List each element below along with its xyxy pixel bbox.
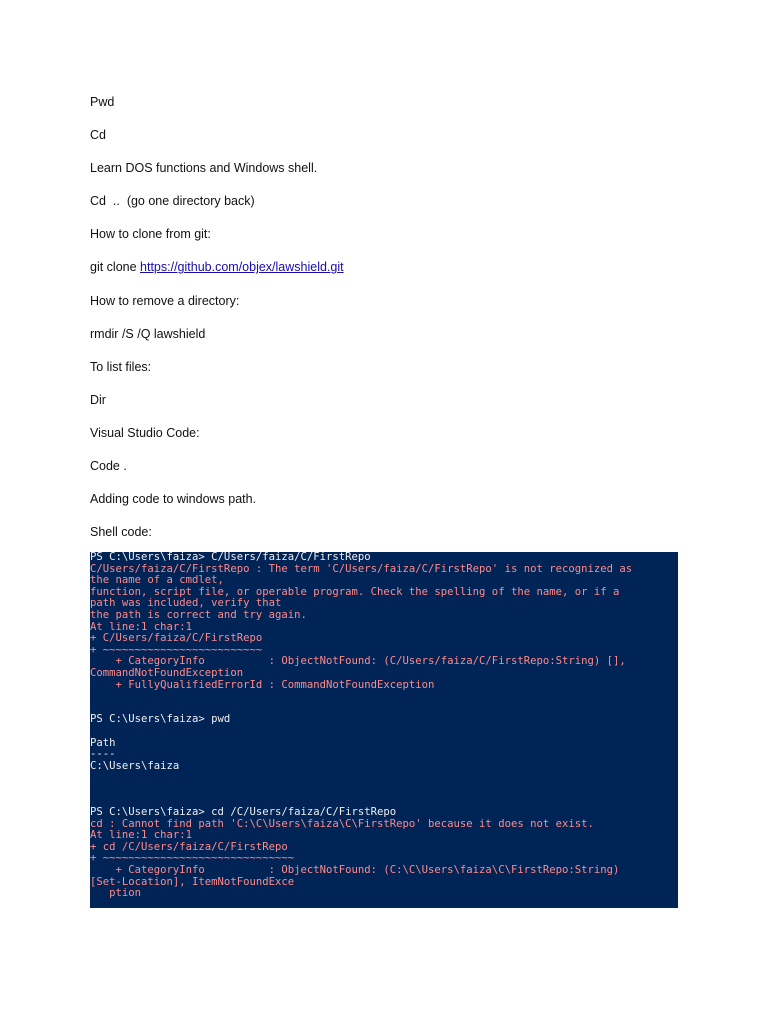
terminal-error-line: At line:1 char:1 — [90, 621, 193, 633]
note-text: Adding code to windows path. — [90, 492, 257, 507]
terminal-line — [90, 795, 678, 807]
terminal-error-line: the name of a cmdlet, — [90, 575, 224, 587]
terminal-line — [90, 691, 678, 703]
notes-list — [90, 94, 690, 557]
terminal-error-line: path was included, verify that — [90, 598, 282, 610]
terminal-line — [90, 726, 678, 738]
terminal-error-line: C/Users/faiza/C/FirstRepo : The term 'C/Users/faiza/C/FirstRepo' is not recognized as — [90, 563, 633, 575]
terminal-line — [90, 703, 678, 715]
note-line — [90, 193, 690, 213]
terminal-error-line: the path is correct and try again. — [90, 609, 307, 621]
terminal-line: ---- — [90, 749, 116, 761]
terminal-error-line: ption — [90, 888, 142, 900]
terminal-error-line: CommandNotFoundException — [90, 667, 244, 679]
note-line — [90, 524, 690, 544]
note-text: rmdir /S /Q lawshield — [90, 326, 206, 341]
note-text: git clone — [90, 260, 141, 275]
note-text: How to remove a directory: — [90, 293, 240, 308]
terminal-line: PS C:\Users\faiza> pwd — [90, 714, 231, 726]
terminal-error-line: [Set-Location], ItemNotFoundExce — [90, 876, 295, 888]
terminal-line — [90, 784, 678, 796]
terminal-error-line: + cd /C/Users/faiza/C/FirstRepo — [90, 841, 288, 853]
note-text: Shell code: — [90, 525, 152, 540]
note-line — [90, 425, 690, 445]
terminal-error-line: At line:1 char:1 — [90, 830, 193, 842]
note-line — [90, 359, 690, 379]
terminal-error-line: + CategoryInfo : ObjectNotFound: (C:\C\Users\faiza\C\FirstRepo:String) — [90, 865, 620, 877]
note-line — [90, 259, 690, 279]
note-text: Code . — [90, 459, 127, 474]
git-repo-link[interactable]: https://github.com/objex/lawshield.git — [140, 260, 344, 275]
terminal-error-line: + FullyQualifiedErrorId : CommandNotFoundException — [90, 679, 435, 691]
terminal-line: PS C:\Users\faiza> C/Users/faiza/C/FirstRepo — [90, 552, 371, 563]
powershell-screenshot — [90, 552, 678, 908]
note-line — [90, 293, 690, 313]
terminal-error-line: + ~~~~~~~~~~~~~~~~~~~~~~~~~~~~~~ — [90, 853, 295, 865]
note-text: How to clone from git: — [90, 227, 211, 242]
note-text: Pwd — [90, 95, 115, 109]
terminal-error-line: + CategoryInfo : ObjectNotFound: (C/Users/faiza/C/FirstRepo:String) [], — [90, 656, 626, 668]
note-text: Dir — [90, 392, 106, 407]
note-line — [90, 160, 690, 180]
note-line — [90, 127, 690, 147]
note-text: To list files: — [90, 359, 152, 374]
note-line — [90, 458, 690, 478]
terminal-error-line: function, script file, or operable program. Check the spelling of the name, or if a — [90, 586, 620, 598]
note-line — [90, 326, 690, 346]
note-line — [90, 226, 690, 246]
note-text: Cd — [90, 128, 106, 143]
terminal-line: C:\Users\faiza — [90, 760, 180, 772]
note-text: Learn DOS functions and Windows shell. — [90, 161, 318, 176]
terminal-error-line: + C/Users/faiza/C/FirstRepo — [90, 633, 263, 645]
note-line — [90, 392, 690, 412]
terminal-line: PS C:\Users\faiza> cd /C/Users/faiza/C/FirstRepo — [90, 807, 397, 819]
note-text: Cd .. (go one directory back) — [90, 194, 255, 209]
terminal-error-line: cd : Cannot find path 'C:\C\Users\faiza\C\FirstRepo' because it does not exist. — [90, 818, 594, 830]
note-line — [90, 491, 690, 511]
note-text: Visual Studio Code: — [90, 425, 200, 440]
terminal-line — [90, 772, 678, 784]
terminal-error-line: + ~~~~~~~~~~~~~~~~~~~~~~~~~ — [90, 644, 263, 656]
terminal-line: Path — [90, 737, 116, 749]
note-line — [90, 94, 690, 114]
